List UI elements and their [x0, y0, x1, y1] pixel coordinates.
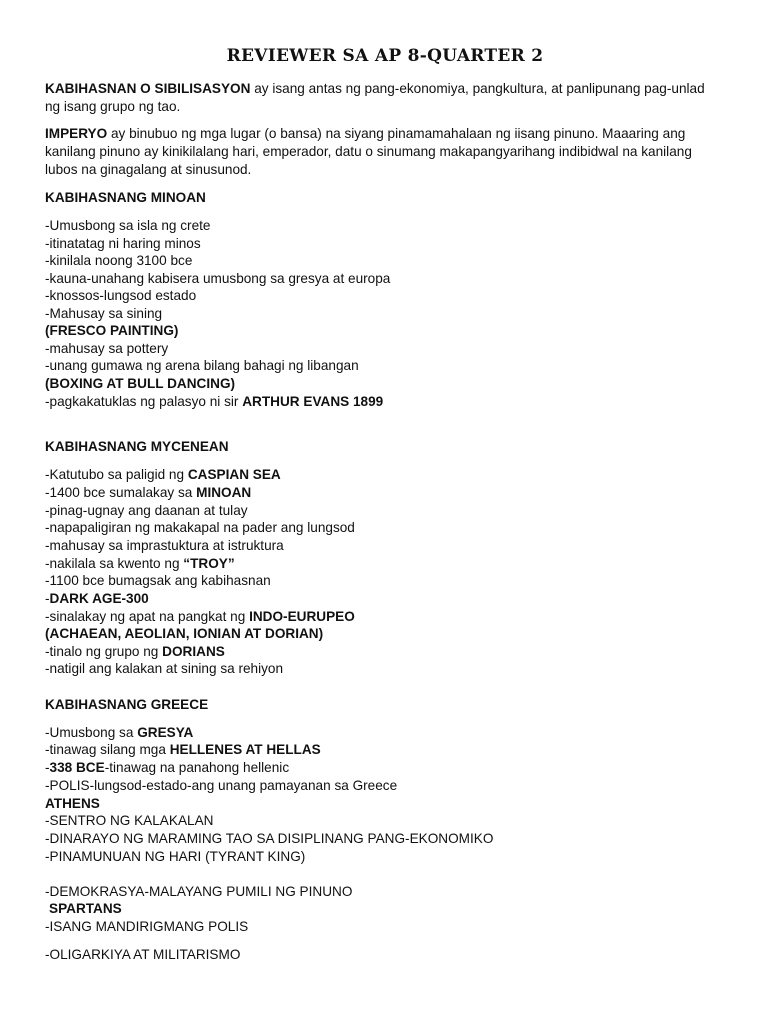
- list-item: -OLIGARKIYA AT MILITARISMO: [45, 947, 241, 962]
- list-item: -ISANG MANDIRIGMANG POLIS: [45, 919, 249, 934]
- definition-text: ay binubuo ng mga lugar (o bansa) na siyang pinamamahalaan ng iisang pinuno. Maaaring ang kanilang pinuno ay kinikilalang hari, emperador, datu o sinumang makapangyarihang indibidwal na kanilang lubos na ginagalang at sinusunod.: [45, 126, 692, 177]
- list-item: -unang gumawa ng arena bilang bahagi ng libangan: [45, 358, 359, 373]
- list-item: -Umusbong sa GRESYA: [45, 725, 194, 740]
- definition-kabihasnan: [45, 80, 717, 116]
- definition-text: ay isang antas ng pang-ekonomiya, pangkultura, at panlipunang pag-unlad ng isang grupo ng tao.: [45, 81, 705, 114]
- list-item: -mahusay sa pottery: [45, 341, 169, 356]
- list-item: -Umusbong sa isla ng crete: [45, 218, 211, 233]
- list-item: -knossos-lungsod estado: [45, 288, 197, 303]
- list-item: -sinalakay ng apat na pangkat ng INDO-EURUPEO: [45, 609, 355, 624]
- list-item: -POLIS-lungsod-estado-ang unang pamayanan sa Greece: [45, 778, 398, 793]
- list-item: -Katutubo sa paligid ng CASPIAN SEA: [45, 467, 281, 482]
- list-item: -itinatatag ni haring minos: [45, 236, 201, 251]
- list-item: -nakilala sa kwento ng “TROY”: [45, 556, 235, 571]
- list-item: (FRESCO PAINTING): [45, 323, 179, 338]
- list-item: -338 BCE-tinawag na panahong hellenic: [45, 760, 290, 775]
- list-item: -Mahusay sa sining: [45, 306, 163, 321]
- list-item: -PINAMUNUAN NG HARI (TYRANT KING): [45, 849, 306, 864]
- list-item: -tinalo ng grupo ng DORIANS: [45, 644, 225, 659]
- definition-imperyo: [45, 125, 717, 179]
- list-item: -DARK AGE-300: [45, 591, 149, 606]
- list-item: -DEMOKRASYA-MALAYANG PUMILI NG PINUNO: [45, 884, 353, 899]
- list-item: -kauna-unahang kabisera umusbong sa gresya at europa: [45, 271, 391, 286]
- list-item: -pinag-ugnay ang daanan at tulay: [45, 503, 248, 518]
- list-item: -natigil ang kalakan at sining sa rehiyon: [45, 661, 284, 676]
- section-heading-greece: KABIHASNANG GREECE: [45, 697, 209, 712]
- definition-term: KABIHASNAN O SIBILISASYON: [45, 81, 251, 96]
- list-item: -pagkakatuklas ng palasyo ni sir ARTHUR EVANS 1899: [45, 394, 384, 409]
- list-item: -DINARAYO NG MARAMING TAO SA DISIPLINANG PANG-EKONOMIKO: [45, 831, 494, 846]
- section-heading-minoan: KABIHASNANG MINOAN: [45, 190, 206, 205]
- list-item: -SENTRO NG KALAKALAN: [45, 813, 214, 828]
- document-title: REVIEWER SA AP 8-QUARTER 2: [226, 46, 544, 66]
- list-item: SPARTANS: [49, 901, 122, 916]
- list-item: -kinilala noong 3100 bce: [45, 253, 193, 268]
- list-item: -1400 bce sumalakay sa MINOAN: [45, 485, 252, 500]
- list-item: (BOXING AT BULL DANCING): [45, 376, 236, 391]
- list-item: (ACHAEAN, AEOLIAN, IONIAN AT DORIAN): [45, 626, 324, 641]
- section-heading-mycenean: KABIHASNANG MYCENEAN: [45, 439, 229, 454]
- list-item: -napapaligiran ng makakapal na pader ang lungsod: [45, 520, 355, 535]
- list-item: -mahusay sa imprastuktura at istruktura: [45, 538, 284, 553]
- list-item: ATHENS: [45, 796, 100, 811]
- list-item: -1100 bce bumagsak ang kabihasnan: [45, 573, 271, 588]
- definition-term: IMPERYO: [45, 126, 108, 141]
- list-item: -tinawag silang mga HELLENES AT HELLAS: [45, 742, 321, 757]
